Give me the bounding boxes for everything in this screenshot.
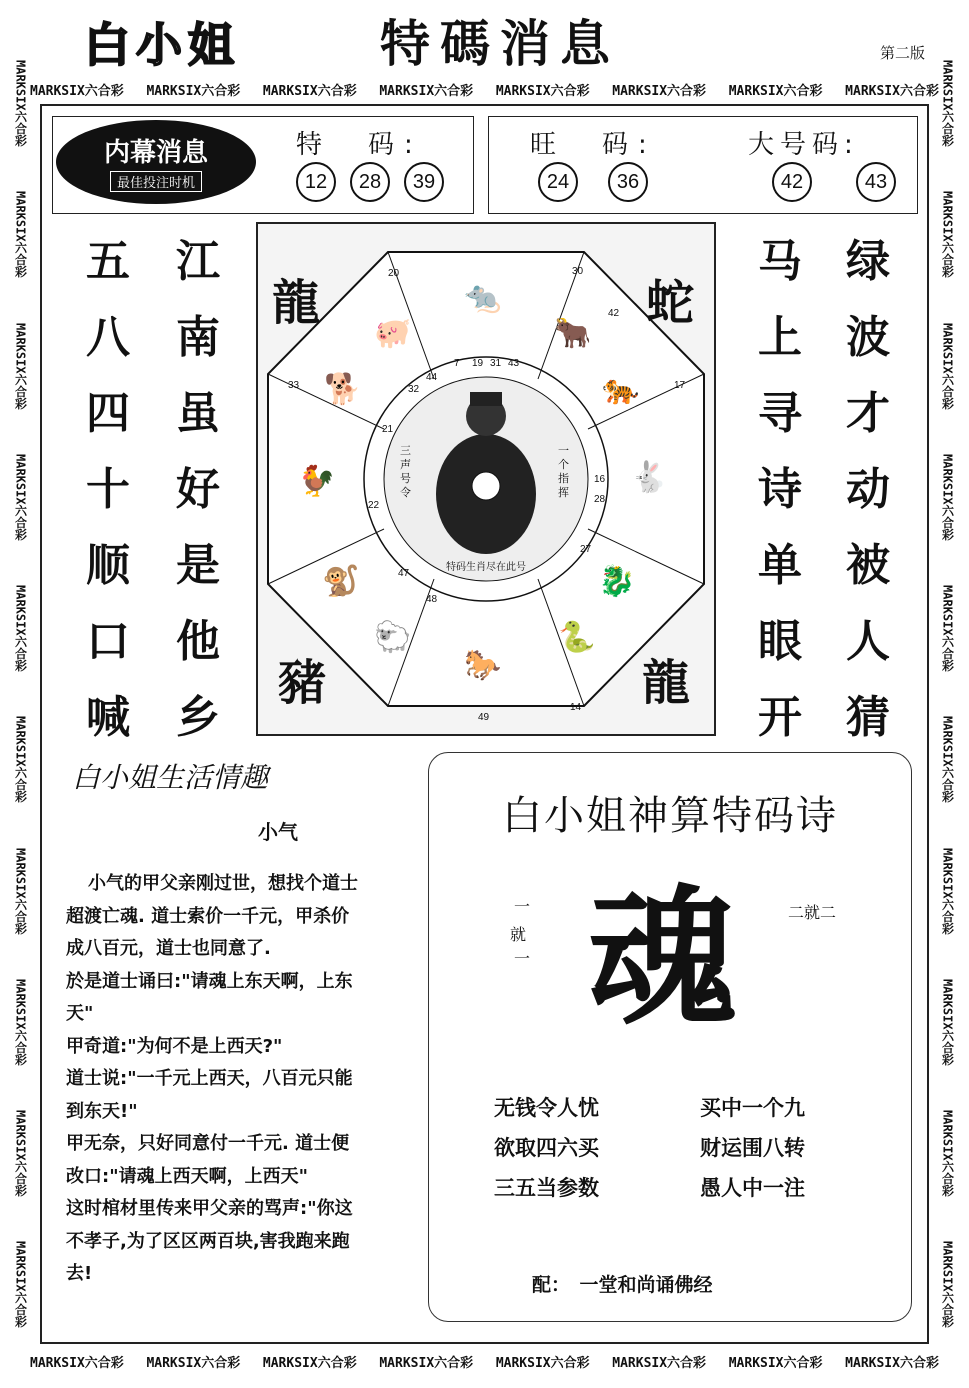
edition-label: 第二版 — [880, 44, 926, 62]
zodiac-number: 32 — [408, 384, 420, 395]
right-verse-col2: 绿 波 才 动 被 人 猜 — [846, 236, 890, 743]
zodiac-diagram — [256, 222, 716, 736]
zodiac-number: 49 — [478, 712, 490, 723]
number-ball: 43 — [856, 162, 896, 202]
special-numbers — [296, 162, 444, 202]
dragon-icon: 🐉 — [598, 564, 636, 599]
number-ball: 24 — [538, 162, 578, 202]
zodiac-number: 27 — [580, 544, 592, 555]
zodiac-number: 42 — [608, 308, 620, 319]
zodiac-number: 7 — [454, 358, 460, 369]
zodiac-number: 19 — [472, 358, 484, 369]
number-ball: 42 — [772, 162, 812, 202]
zodiac-number: 21 — [382, 424, 394, 435]
left-verse-col1: 五 八 四 十 顺 口 喊 — [86, 236, 130, 743]
center-bottom-text: 特码生肖尽在此号 — [446, 562, 526, 573]
zodiac-number: 30 — [572, 266, 584, 277]
brand-logo: 白小姐 — [84, 18, 240, 72]
center-right-text: 一个指挥 — [558, 444, 569, 499]
corner-char-bl: 豬 — [278, 655, 327, 711]
zodiac-number: 31 — [490, 358, 502, 369]
bottom-stripe: MARKSIX六合彩 MARKSIX六合彩 MARKSIX六合彩 MARKSIX六合彩 MARKSIX六合彩 MARKSIX六合彩 MARKSIX六合彩 MARKSIX六合彩 — [30, 1355, 939, 1371]
rabbit-icon: 🐇 — [630, 460, 668, 495]
zodiac-number: 28 — [594, 494, 606, 505]
rooster-icon: 🐓 — [298, 464, 336, 499]
dog-icon: 🐕 — [324, 372, 362, 407]
left-verse-col2: 江 南 虽 好 是 他 乡 — [176, 236, 220, 743]
corner-char-tl: 龍 — [272, 275, 321, 331]
number-ball: 28 — [350, 162, 390, 202]
hot-label: 旺 码: — [530, 130, 657, 160]
right-stripe: MARKSIX六合彩 MARKSIX六合彩 MARKSIX六合彩 MARKSIX六合彩 MARKSIX六合彩 MARKSIX六合彩 MARKSIX六合彩 MARKSIX六合彩 MARKSIX六合彩 MARKSIX六合彩 — [940, 60, 955, 1328]
tiger-icon: 🐅 — [602, 372, 640, 407]
big-label: 大号码: — [748, 130, 859, 160]
hot-numbers — [538, 162, 648, 202]
goat-icon: 🐑 — [374, 620, 412, 655]
ox-icon: 🐂 — [554, 316, 592, 351]
poem-left-top: 一 — [514, 897, 531, 916]
corner-char-tr: 蛇 — [646, 275, 695, 331]
zodiac-number: 20 — [388, 268, 400, 279]
poem-big-char: 魂 — [586, 872, 737, 1046]
inside-title: 内幕消息 — [103, 138, 208, 168]
poem-lines-left: 无钱令人忧 欲取四六买 三五当参数 — [494, 1096, 599, 1200]
special-label: 特 码: — [296, 130, 423, 160]
poem-lines-right: 买中一个九 财运围八转 愚人中一注 — [700, 1096, 805, 1200]
horse-icon: 🐎 — [464, 648, 502, 683]
number-ball: 36 — [608, 162, 648, 202]
story-section-title: 白小姐生活情趣 — [72, 761, 269, 794]
corner-char-br: 龍 — [642, 655, 691, 711]
poem-right-top: 二就二 — [788, 903, 837, 922]
center-left-text: 三声号令 — [400, 444, 411, 499]
inside-bubble — [56, 120, 256, 204]
number-ball: 39 — [404, 162, 444, 202]
left-stripe: MARKSIX六合彩 MARKSIX六合彩 MARKSIX六合彩 MARKSIX六合彩 MARKSIX六合彩 MARKSIX六合彩 MARKSIX六合彩 MARKSIX六合彩 MARKSIX六合彩 MARKSIX六合彩 — [13, 60, 28, 1328]
zodiac-number: 47 — [398, 568, 410, 579]
zodiac-number: 16 — [594, 474, 606, 485]
monkey-icon: 🐒 — [322, 564, 360, 599]
top-stripe: MARKSIX六合彩 MARKSIX六合彩 MARKSIX六合彩 MARKSIX六合彩 MARKSIX六合彩 MARKSIX六合彩 MARKSIX六合彩 MARKSIX六合彩 — [30, 83, 939, 99]
snake-icon: 🐍 — [558, 620, 596, 655]
zodiac-number: 43 — [508, 358, 520, 369]
big-numbers — [772, 162, 896, 202]
zodiac-number: 22 — [368, 500, 380, 511]
story-body: 小气的甲父亲刚过世，想找个道士 超渡亡魂. 道士索价一千元，甲杀价 成八百元，道士也同意了. 於是道士诵曰:"请魂上东天啊，上东 天" 甲奇道:"为何不是上西天?" 道士说:"一千元上西天，八百元只能 到东天!" 甲无奈，只好同意付一千元. 道士便 改口:"请魂上西天啊，上西天" 这时棺材里传来甲父亲的骂声:"你这 不孝子,为了区区两百块,害我跑来跑 去! — [66, 873, 358, 1284]
poem-footer: 配： 一堂和尚诵佛经 — [532, 1274, 713, 1296]
rat-icon: 🐀 — [464, 280, 502, 315]
poem-left-mid: 就 — [510, 925, 527, 944]
page-title: 特碼消息 — [380, 15, 620, 73]
zodiac-number: 17 — [674, 380, 686, 391]
zodiac-number: 48 — [426, 594, 438, 605]
zodiac-number: 33 — [288, 380, 300, 391]
poem-left-bot: 一 — [514, 949, 531, 968]
pig-icon: 🐖 — [374, 316, 412, 351]
poem-title: 白小姐神算特码诗 — [502, 793, 838, 839]
number-ball: 12 — [296, 162, 336, 202]
zodiac-number: 14 — [570, 702, 582, 713]
story-title: 小气 — [258, 820, 298, 844]
right-verse-col1: 马 上 寻 诗 单 眼 开 — [758, 236, 802, 743]
zodiac-number: 44 — [426, 372, 438, 383]
inside-subtitle: 最佳投注时机 — [110, 171, 202, 192]
